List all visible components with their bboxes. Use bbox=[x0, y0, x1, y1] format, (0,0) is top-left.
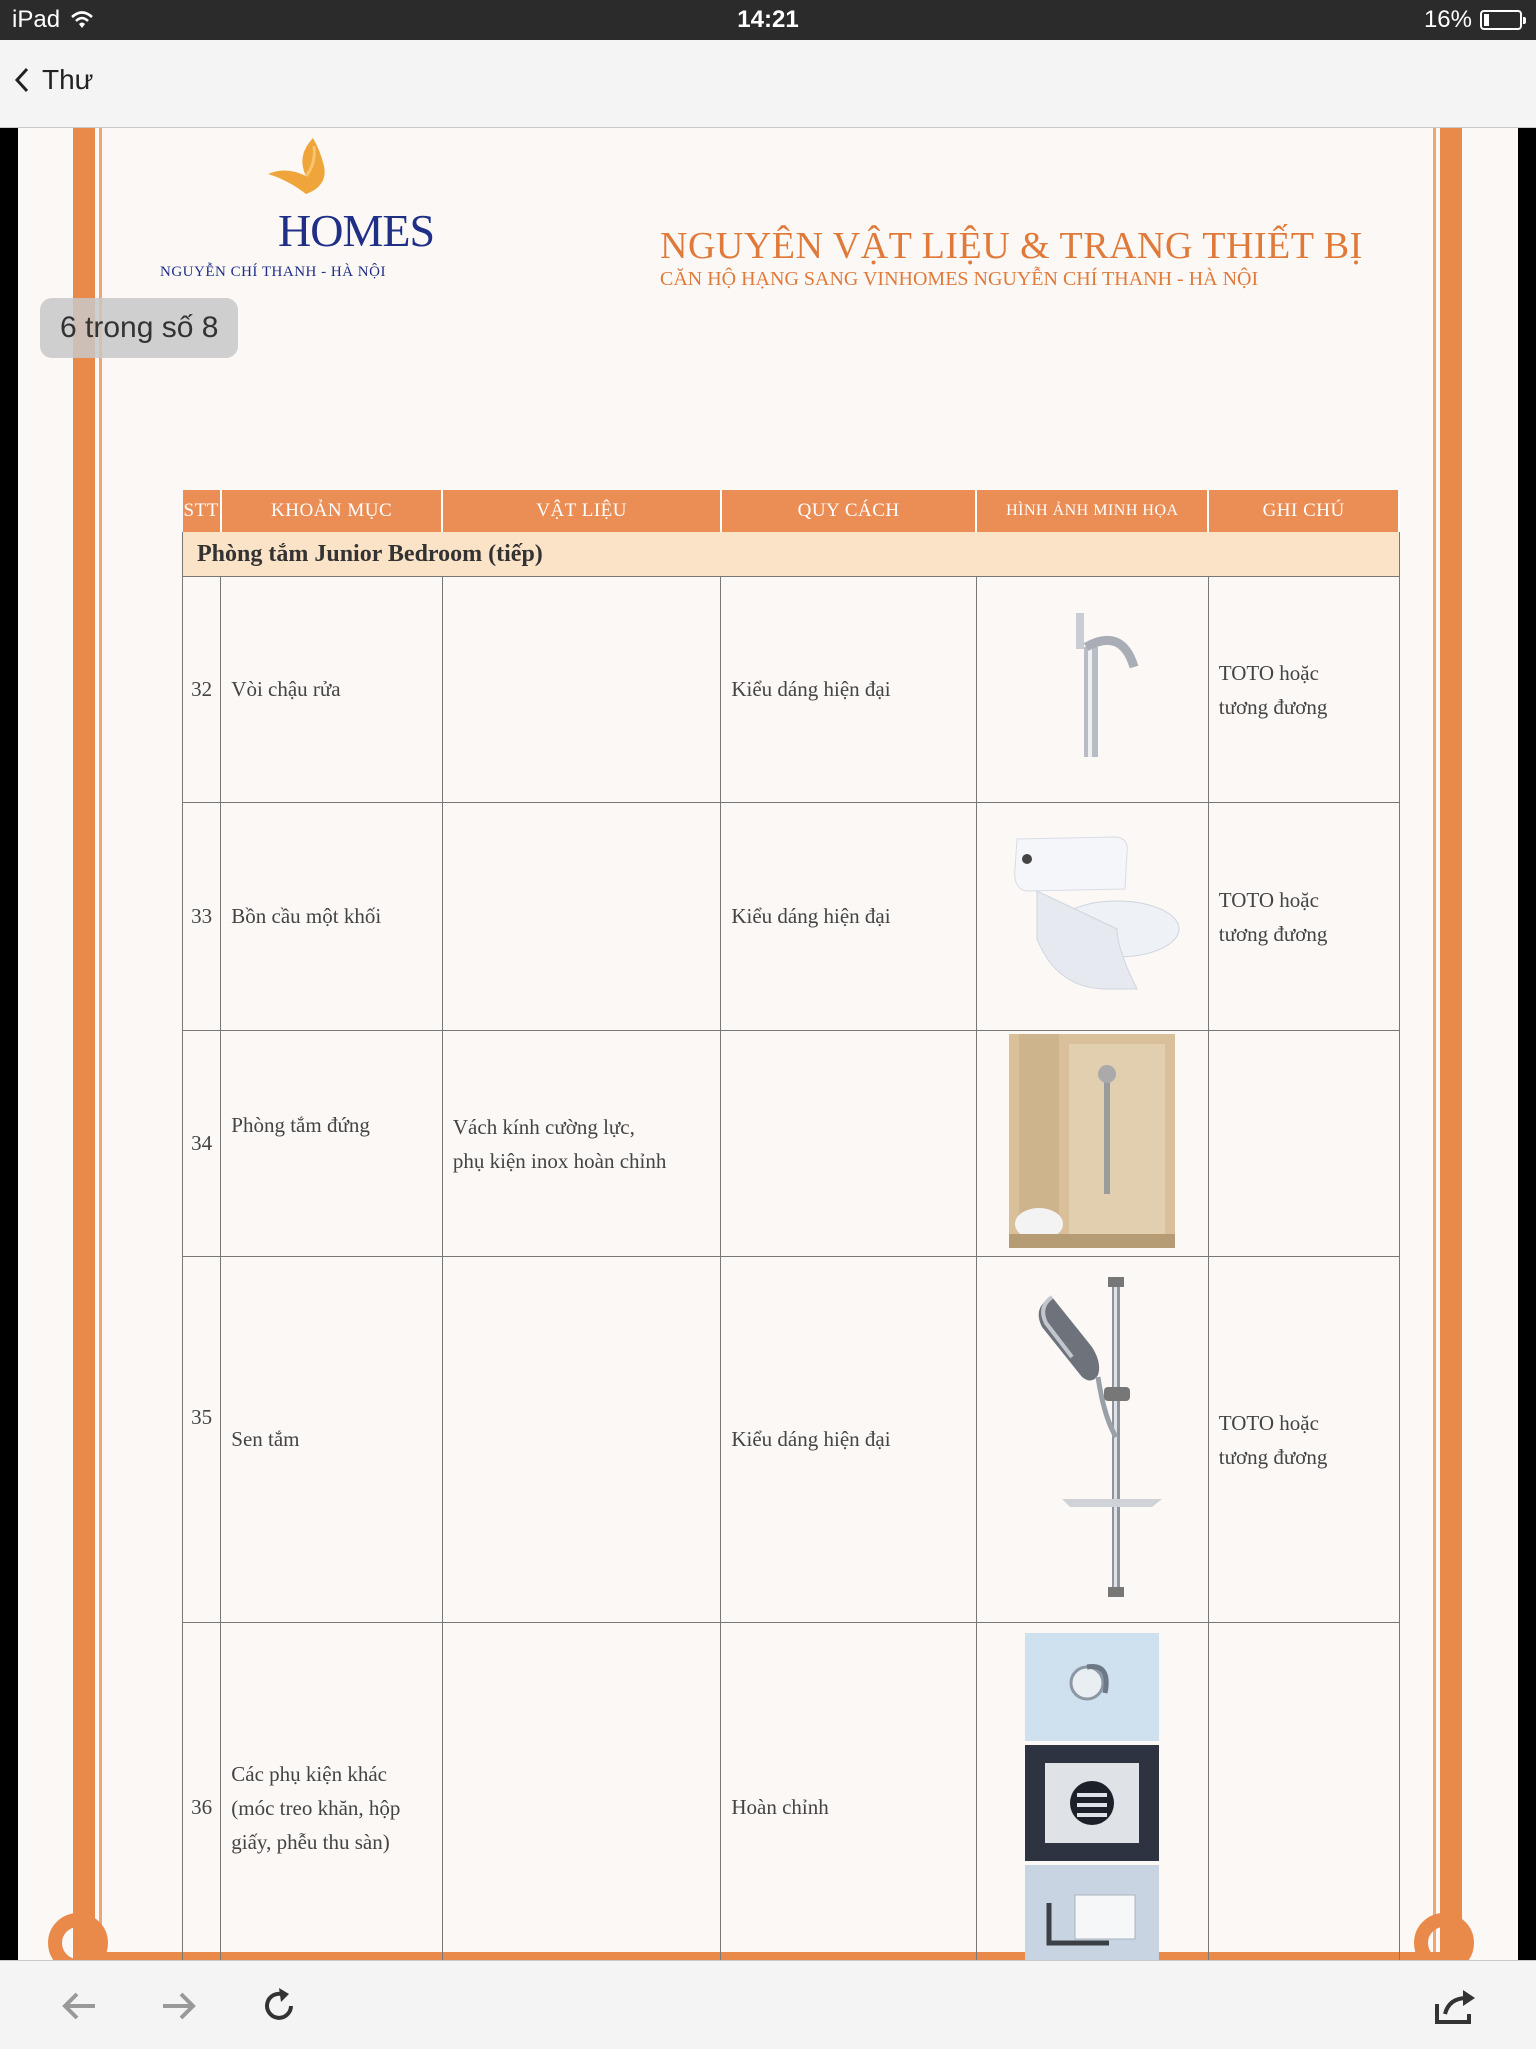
shower-head-image bbox=[1012, 1267, 1172, 1607]
accessories-image bbox=[1025, 1633, 1159, 1961]
row-material bbox=[442, 1623, 720, 1961]
reload-button[interactable] bbox=[256, 1983, 302, 2029]
row-note bbox=[1208, 1257, 1399, 1623]
page-border-left-inner bbox=[99, 128, 102, 1960]
arrow-right-icon bbox=[159, 1988, 199, 2024]
note-line: TOTO hoặc bbox=[1218, 887, 1319, 912]
item-line: Các phụ kiện khác bbox=[231, 1761, 387, 1786]
arrow-left-icon bbox=[59, 1988, 99, 2024]
row-note bbox=[1208, 577, 1399, 803]
forward-arrow-button[interactable] bbox=[156, 1983, 202, 2029]
row-item: Sen tắm bbox=[221, 1257, 443, 1623]
share-button[interactable] bbox=[1432, 1983, 1478, 2029]
vinhomes-logo bbox=[158, 136, 458, 276]
table-header-row bbox=[183, 490, 1400, 532]
nav-bar bbox=[0, 40, 1536, 128]
document-subtitle: CĂN HỘ HẠNG SANG VINHOMES NGUYỄN CHÍ THANH - HÀ NỘI bbox=[660, 268, 1259, 290]
document-title: NGUYÊN VẬT LIỆU & TRANG THIẾT BỊ bbox=[660, 225, 1363, 267]
header-note: GHI CHÚ bbox=[1208, 490, 1399, 532]
bottom-toolbar bbox=[0, 1960, 1536, 2049]
row-number: 34 bbox=[183, 1031, 221, 1257]
material-line: Vách kính cường lực, bbox=[452, 1114, 635, 1139]
battery-percent: 16% bbox=[1423, 6, 1472, 33]
document-viewer[interactable] bbox=[0, 128, 1536, 1960]
page-border-left bbox=[73, 128, 95, 1960]
row-material bbox=[442, 803, 720, 1031]
row-spec: Hoàn chỉnh bbox=[721, 1623, 977, 1961]
row-image-cell bbox=[976, 803, 1208, 1031]
section-title: Phòng tắm Junior Bedroom (tiếp) bbox=[183, 532, 1400, 577]
page-border-right-inner bbox=[1433, 128, 1436, 1960]
row-number: 36 bbox=[183, 1623, 221, 1961]
document-page bbox=[18, 128, 1518, 1960]
page-corner-ornament bbox=[1414, 1913, 1474, 1960]
device-name: iPad bbox=[12, 6, 61, 33]
table-row bbox=[183, 1031, 1400, 1257]
row-image-cell bbox=[976, 577, 1208, 803]
back-arrow-button[interactable] bbox=[56, 1983, 102, 2029]
header-item: KHOẢN MỤC bbox=[221, 490, 443, 532]
header-material: VẬT LIỆU bbox=[442, 490, 720, 532]
reload-icon bbox=[259, 1986, 299, 2026]
page-border-right bbox=[1440, 128, 1462, 1960]
row-spec: Kiểu dáng hiện đại bbox=[721, 1257, 977, 1623]
chevron-left-icon bbox=[14, 67, 30, 93]
row-image-cell bbox=[976, 1031, 1208, 1257]
row-material bbox=[442, 577, 720, 803]
faucet-image bbox=[1042, 607, 1142, 767]
note-line: tương đương bbox=[1218, 1444, 1328, 1469]
bird-logo-icon bbox=[258, 136, 338, 206]
row-spec bbox=[721, 1031, 977, 1257]
row-note bbox=[1208, 1031, 1399, 1257]
row-image-cell bbox=[976, 1257, 1208, 1623]
note-line: TOTO hoặc bbox=[1218, 1410, 1319, 1435]
table-row bbox=[183, 577, 1400, 803]
share-icon bbox=[1433, 1986, 1477, 2026]
table-row bbox=[183, 803, 1400, 1031]
table-row bbox=[183, 1257, 1400, 1623]
status-right bbox=[1424, 6, 1522, 34]
note-line: tương đương bbox=[1218, 694, 1328, 719]
row-item: Vòi chậu rửa bbox=[221, 577, 443, 803]
logo-subtitle: NGUYỄN CHÍ THANH - HÀ NỘI bbox=[160, 264, 386, 280]
header-spec: QUY CÁCH bbox=[721, 490, 977, 532]
page-counter: 6 trong số 8 bbox=[40, 298, 238, 358]
row-spec: Kiểu dáng hiện đại bbox=[721, 577, 977, 803]
row-number: 33 bbox=[183, 803, 221, 1031]
item-line: giấy, phễu thu sàn) bbox=[231, 1829, 390, 1854]
note-line: tương đương bbox=[1218, 921, 1328, 946]
row-item bbox=[221, 1623, 443, 1961]
status-bar bbox=[0, 0, 1536, 40]
row-spec: Kiểu dáng hiện đại bbox=[721, 803, 977, 1031]
status-time: 14:21 bbox=[737, 6, 799, 33]
note-line: TOTO hoặc bbox=[1218, 660, 1319, 685]
materials-table bbox=[182, 490, 1400, 1960]
back-button[interactable] bbox=[14, 64, 93, 96]
header-stt: STT bbox=[183, 490, 221, 532]
battery-icon bbox=[1480, 10, 1522, 30]
section-row bbox=[183, 532, 1400, 577]
item-line: (móc treo khăn, hộp bbox=[231, 1795, 401, 1820]
row-material bbox=[442, 1257, 720, 1623]
toilet-image bbox=[997, 829, 1187, 999]
row-item: Bồn cầu một khối bbox=[221, 803, 443, 1031]
material-line: phụ kiện inox hoàn chỉnh bbox=[452, 1148, 667, 1173]
row-item: Phòng tắm đứng bbox=[221, 1031, 443, 1257]
back-label: Thư bbox=[42, 64, 94, 95]
header-image: HÌNH ẢNH MINH HỌA bbox=[976, 490, 1208, 532]
row-image-cell bbox=[976, 1623, 1208, 1961]
row-note bbox=[1208, 803, 1399, 1031]
logo-text: HOMES bbox=[278, 205, 435, 256]
row-material bbox=[442, 1031, 720, 1257]
table-row bbox=[183, 1623, 1400, 1961]
row-number: 35 bbox=[183, 1257, 221, 1623]
row-note bbox=[1208, 1623, 1399, 1961]
shower-room-image bbox=[1009, 1034, 1175, 1248]
row-number: 32 bbox=[183, 577, 221, 803]
